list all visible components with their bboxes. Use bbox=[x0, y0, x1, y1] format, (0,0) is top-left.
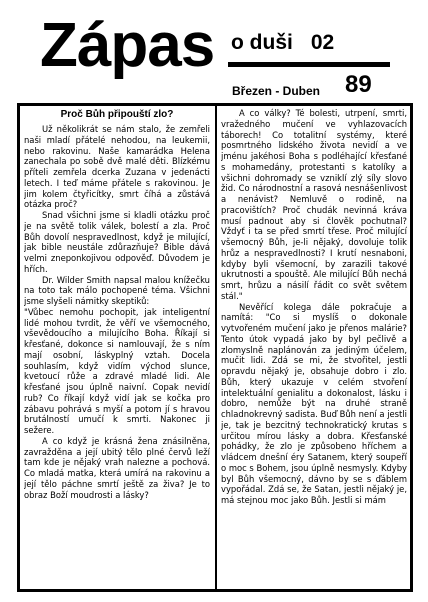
paragraph: Dr. Wilder Smith napsal malou knížečku na toto tak málo pochopené téma. Všichni jsme slyšeli námitky skeptiků: bbox=[24, 274, 210, 306]
magazine-subtitle bbox=[231, 30, 334, 56]
column-divider bbox=[215, 106, 217, 589]
masthead bbox=[0, 0, 428, 100]
volume-number: 02 bbox=[310, 31, 335, 54]
article-title: Proč Bůh připouští zlo? bbox=[60, 109, 174, 120]
masthead-rule bbox=[228, 62, 390, 67]
paragraph: Nevěřící kolega dále pokračuje a namítá: "Co si myslíš o dokonale vytvořeném mučení jako je přenos malárie? Tento útok vypadá jako by byl pečlivě a zlomyslně naplánován za jediným účelem, mučit lidi. Zdá se mi, že stvořitel, jestli opravdu nějaký je, obsahuje dobro i zlo. Bůh, který ukazuje v celém stvoření intelektuální genialitu a dokonalost, lásku i dobro, nemůže být na druhé straně chladnokrevný sadista. Buď Bůh není a jestli je, tak je bezcitný technokratický krutas s určitou mírou lásky a dobra. Křesťanské pohádky, že zlo je způsobeno hříchem a vládcem dnešní éry Satanem, který soupeří o moc s Bohem, jsou úplně nesmysly. Kdyby byl Bůh všemocný, dávno by se s ďáblem vypořádal. Zdá se, že Satan, jestli nějaký je, má stejnou moc jako Bůh. Jestli si mám bbox=[221, 301, 407, 505]
paragraph: Už několikrát se nám stalo, že zemřeli naši mladí přátelé nehodou, na leukemii, nebo rakovinu. Naše kamarádka Helena zanechala po sobě dvě malé děti. Blízkému příteli zemřela dcerka Zuzana v jedenácti letech. I teď máme přátele s rakovinou. Je jim kolem čtyřicítky, smrt číhá a zůstává otázka proč? bbox=[24, 124, 210, 210]
paragraph: Snad všichni jsme si kladli otázku proč je na světě tolik válek, bolestí a zla. Proč Bůh dovolí nespravedlnost, když je milující, jak bible neustále zdůrazňuje? Bible dává velmi zneponkojivou odpověď. Důvodem je hřích. bbox=[24, 210, 210, 274]
article-column-right bbox=[221, 108, 407, 588]
article-column-left bbox=[24, 108, 210, 588]
issue-date: Březen - Duben bbox=[232, 84, 321, 98]
quote-paragraph: "Vůbec nemohu pochopit, jak inteligentní lidé mohou tvrdit, že věří ve všemocného, vševědoucího a milujícího Boha. Říkají si křesťané, dokonce si namlouvají, že s ním mají osobní, láskyplný vztah. Docela souhlasím, když vidím východ slunce, kvetoucí růže a zdravé mladé lidi. Ale křesťané jsou úplně naivní. Copak nevidí rub? Co říkají když vidí jak se kočka pro zábavu pohrává s myší a potom jí s hravou brutálností umučí k smrti. Nakonec ji sežere. bbox=[24, 306, 210, 435]
subtitle-text: o duši bbox=[231, 31, 293, 54]
issue-number: 89 bbox=[345, 71, 372, 98]
paragraph: A co války? Té bolesti, utrpení, smrti, vražedného mučení ve vyhlazovacích táborech! Co totalitní systémy, které posmrtného lidského života nevidí a ve jménu jakéhosi Boha s podléhající křesťané s mohamedány, protestanti s katolíky a všichni dohromady se vzniklí zlý síly slovo žid. Co národnostní a rasová nesnášenlivost a nenávist? Nemluvě o rodině, na pracovištích? Proč chudák nevinná kráva musí padnout aby si člověk pochutnal? Vždyť i ta se před smrtí třese. Proč milující všemocný Bůh, je-li nějaký, dovoluje tolik hrůz a nespravedlnosti? I krutí nesnaboni, kdyby byli všemocní, by zarazili takové ukrutnosti a spouště. Ale milující Bůh nechá smrt, hrůzu a násilí řádit co svět světem stál." bbox=[221, 108, 407, 301]
magazine-title: Zápas bbox=[40, 11, 215, 80]
paragraph: A co když je krásná žena znásilněna, zavražděna a její ubitý tělo plné červů leží tam kde je nějaký vrah nalezne a pochová. Co mladá matka, která umírá na rakovinu a její tělo páchne smrtí ještě za živa? Je to obraz Boží moudrosti a lásky? bbox=[24, 435, 210, 500]
